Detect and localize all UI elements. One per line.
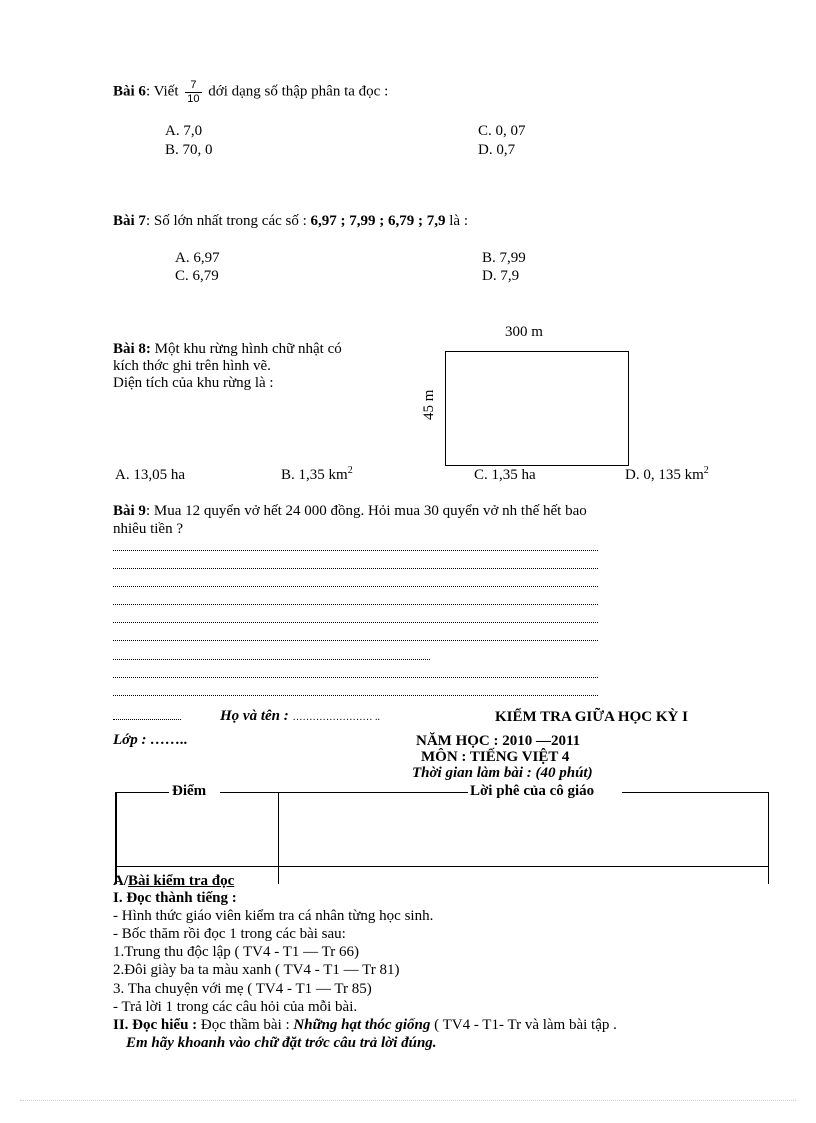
q8-option-b (281, 465, 353, 483)
q6-line (113, 79, 388, 105)
section-a-title: Bài kiểm tra đọc (128, 873, 235, 889)
q6-fraction (185, 79, 201, 105)
q8-text-3: Diện tích của khu rừng là : (113, 375, 274, 391)
q8-forest-rectangle (445, 351, 629, 466)
table-border-top-2 (220, 792, 468, 793)
q7-prefix: : Số lớn nhất trong các số : (145, 213, 307, 229)
exam-title: KIỂM TRA GIỮA HỌC KỲ I (495, 709, 688, 725)
q6-option-a: A. 7,0 (165, 123, 203, 139)
part1-heading: I. Đọc thành tiếng : (113, 890, 237, 906)
q6-suffix: dới dạng số thập phân ta đọc : (208, 83, 389, 100)
q8-width-label: 300 m (505, 324, 543, 340)
q7-numbers: 6,97 ; 7,99 ; 6,79 ; 7,9 (310, 213, 446, 229)
q6-fraction-denominator: 10 (187, 92, 200, 105)
subject: MÔN : TIẾNG VIỆT 4 (421, 749, 570, 765)
q8-text-2: kích thớc ghi trên hình vẽ. (113, 358, 271, 374)
part2-text: Đọc thầm bài : (200, 1017, 290, 1033)
class-label: Lớp : …….. (113, 732, 188, 748)
q6-option-c: C. 0, 07 (478, 123, 526, 139)
q8-option-a: A. 13,05 ha (115, 467, 185, 483)
q8-option-c: C. 1,35 ha (474, 467, 536, 483)
q9-label: Bài 9 (113, 503, 146, 519)
answer-line (113, 640, 598, 641)
answer-line (113, 622, 598, 623)
name-dots: …………………… .. (292, 712, 380, 723)
q9-line1 (113, 504, 587, 519)
comment-header: Lời phê của cô giáo (470, 783, 595, 799)
table-divider (278, 792, 279, 884)
part2-instruction: Em hãy khoanh vào chữ đặt trớc câu trả lời đúng. (126, 1035, 437, 1051)
q6-prefix: : Viết (145, 83, 179, 100)
answer-line (113, 586, 598, 587)
school-year: NĂM HỌC : 2010 —2011 (416, 733, 581, 749)
q8-line1 (113, 342, 342, 357)
q6-option-b: B. 70, 0 (165, 142, 213, 158)
answer-line (113, 695, 598, 696)
q7-suffix: là : (449, 213, 469, 229)
part2-ref: ( TV4 - T1- Tr và làm bài tập . (434, 1017, 617, 1033)
q8-label: Bài 8: (113, 341, 151, 357)
q9-text-2: nhiêu tiền ? (113, 521, 183, 537)
section-a-heading (113, 874, 234, 889)
q6-option-d: D. 0,7 (478, 142, 516, 158)
q8-option-d-text: D. 0, 135 km (625, 467, 704, 483)
table-border-top-1 (115, 792, 169, 793)
answer-line (113, 550, 598, 551)
q6-fraction-numerator: 7 (185, 79, 201, 93)
answer-line (113, 568, 598, 569)
name-field (220, 709, 380, 724)
q8-height-label: 45 m (421, 389, 437, 420)
table-border-bottom (115, 866, 769, 867)
page-bottom-rule (20, 1100, 796, 1101)
part1-line-3: 1.Trung thu độc lập ( TV4 - T1 — Tr 66) (113, 944, 359, 960)
q8-option-d (625, 465, 709, 483)
table-border-top-3 (622, 792, 769, 793)
q7-option-c: C. 6,79 (175, 268, 219, 284)
q7-label: Bài 7 (113, 213, 146, 229)
time-allowed: Thời gian làm bài : (40 phút) (412, 765, 593, 781)
part2-line (113, 1018, 617, 1033)
part2-heading: II. Đọc hiểu : (113, 1017, 198, 1033)
q7-option-b: B. 7,99 (482, 250, 526, 266)
q8-text-1: Một khu rừng hình chữ nhật có (154, 341, 342, 357)
answer-line (113, 719, 181, 720)
q8-option-b-sup: 2 (347, 465, 353, 476)
section-a-prefix: A/ (113, 873, 128, 889)
q7-line (113, 214, 468, 229)
part1-line-2: - Bốc thăm rồi đọc 1 trong các bài sau: (113, 926, 346, 942)
q6-label: Bài 6 (113, 83, 146, 100)
part1-line-1: - Hình thức giáo viên kiểm tra cá nhân từng học sinh. (113, 908, 434, 924)
part1-line-4: 2.Đôi giày ba ta màu xanh ( TV4 - T1 — Tr 81) (113, 962, 400, 978)
name-label: Họ và tên : (220, 708, 289, 724)
part2-title: Những hạt thóc giống (293, 1017, 431, 1033)
part1-line-6: - Trả lời 1 trong các câu hỏi của mỗi bài. (113, 999, 358, 1015)
q7-option-a: A. 6,97 (175, 250, 220, 266)
score-header: Điểm (172, 783, 207, 799)
q9-text-1: : Mua 12 quyển vở hết 24 000 đồng. Hỏi mua 30 quyển vở nh thế hết bao (145, 503, 587, 519)
part1-line-5: 3. Tha chuyện với mẹ ( TV4 - T1 — Tr 85) (113, 981, 372, 997)
q8-option-b-text: B. 1,35 km (281, 467, 348, 483)
answer-line (113, 659, 430, 660)
table-border-left (115, 792, 117, 884)
q7-option-d: D. 7,9 (482, 268, 520, 284)
q8-option-d-sup: 2 (703, 465, 709, 476)
answer-line (113, 677, 598, 678)
table-border-right (768, 792, 769, 884)
answer-line (113, 604, 598, 605)
